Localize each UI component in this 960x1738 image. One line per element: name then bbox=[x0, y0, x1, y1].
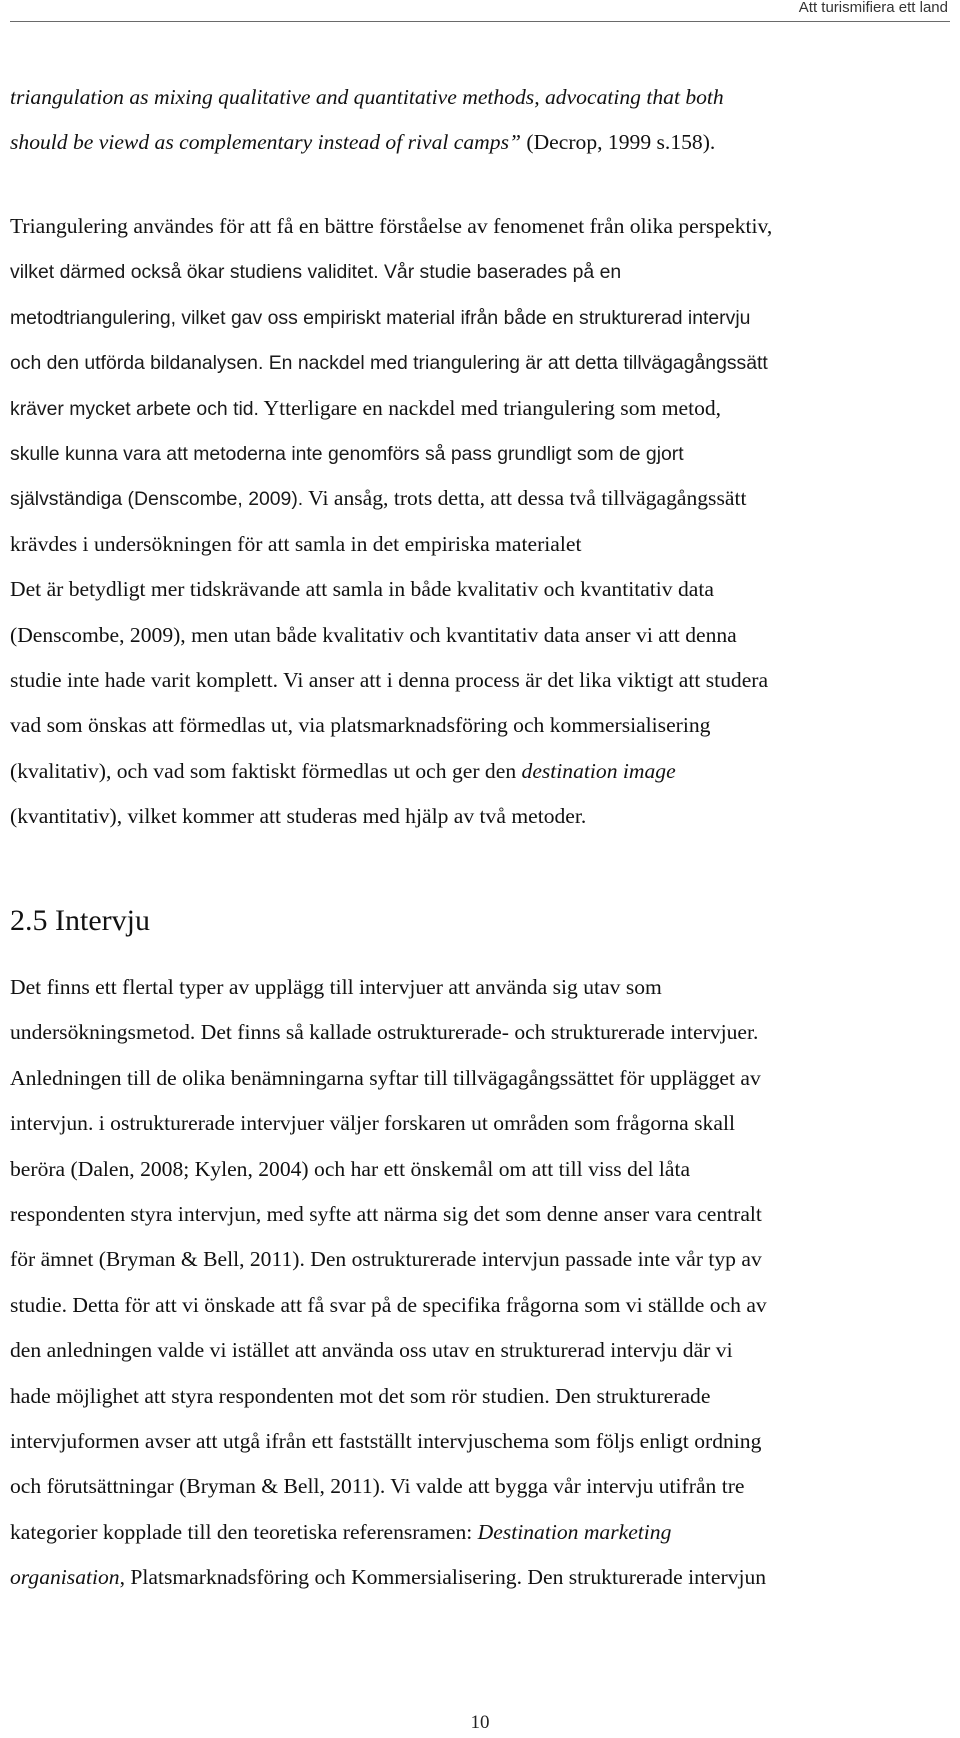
text-line bbox=[10, 522, 956, 567]
text-run: (kvantitativ), vilket kommer att studeras med hjälp av två metoder. bbox=[10, 804, 587, 829]
text-run: , Platsmarknadsföring och Kommersialisering. Den strukturerade intervjun bbox=[119, 1565, 767, 1590]
text-run: Anledningen till de olika benämningarna syftar till tillvägagångssättet för upplägget av bbox=[10, 1065, 761, 1090]
text-run: kräver mycket arbete och tid. bbox=[10, 397, 259, 420]
text-line bbox=[10, 1510, 956, 1555]
italic-text-run: Destination marketing bbox=[477, 1519, 672, 1544]
text-line bbox=[10, 749, 956, 794]
text-run: (kvalitativ), och vad som faktiskt förmedlas ut och ger den bbox=[10, 758, 522, 783]
page-number: 10 bbox=[470, 1712, 490, 1733]
text-line bbox=[10, 476, 956, 521]
text-line bbox=[10, 1010, 956, 1055]
text-run: vad som önskas att förmedlas ut, via platsmarknadsföring och kommersialisering bbox=[10, 713, 711, 738]
text-line bbox=[10, 613, 956, 658]
text-run: Ytterligare en nackdel med triangulering som metod, bbox=[258, 395, 722, 420]
text-run: hade möjlighet att styra respondenten mot det som rör studien. Den strukturerade bbox=[10, 1383, 711, 1408]
text-run: Det är betydligt mer tidskrävande att samla in både kvalitativ och kvantitativ data bbox=[10, 577, 714, 602]
quote-continuation-paragraph bbox=[10, 75, 956, 166]
text-line bbox=[10, 1419, 956, 1464]
triangulation-paragraph bbox=[10, 204, 956, 839]
text-line bbox=[10, 386, 956, 431]
interview-paragraph bbox=[10, 965, 956, 1600]
text-line bbox=[10, 295, 956, 340]
text-run: Det finns ett flertal typer av upplägg till intervjuer att använda sig utav som bbox=[10, 975, 662, 999]
section-heading: 2.5 Intervju bbox=[10, 904, 150, 937]
text-run: Triangulering användes för att få en bättre förståelse av fenomenet från olika perspektiv, bbox=[10, 214, 773, 238]
text-line bbox=[10, 1555, 956, 1600]
text-run: intervjun. i ostrukturerade intervjuer väljer forskaren ut områden som frågorna skall bbox=[10, 1111, 735, 1136]
text-run: krävdes i undersökningen för att samla in det empiriska materialet bbox=[10, 531, 582, 556]
text-line bbox=[10, 1328, 956, 1373]
header-divider bbox=[10, 21, 950, 22]
italic-text-run: should be viewd as complementary instead of rival camps” bbox=[10, 130, 521, 155]
text-line bbox=[10, 340, 956, 385]
text-run: studie inte hade varit komplett. Vi anser att i denna process är det lika viktigt att studera bbox=[10, 667, 769, 692]
italic-text-run: organisation bbox=[10, 1565, 120, 1590]
text-line bbox=[10, 431, 956, 476]
text-line bbox=[10, 1101, 956, 1146]
text-run: Vi ansåg, trots detta, att dessa två tillvägagångssätt bbox=[303, 486, 747, 511]
text-line bbox=[10, 75, 956, 120]
text-line bbox=[10, 1237, 956, 1282]
text-run: beröra (Dalen, 2008; Kylen, 2004) och har ett önskemål om att till viss del låta bbox=[10, 1156, 691, 1181]
text-run: metodtriangulering, vilket gav oss empiriskt material ifrån både en strukturerad intervju bbox=[10, 306, 751, 329]
text-run: den anledningen valde vi istället att använda oss utav en strukturerad intervju där vi bbox=[10, 1338, 733, 1363]
text-line bbox=[10, 1147, 956, 1192]
text-line bbox=[10, 794, 956, 839]
text-run: självständiga (Denscombe, 2009). bbox=[10, 488, 304, 511]
text-line bbox=[10, 1192, 956, 1237]
text-run: skulle kunna vara att metoderna inte genomförs så pass grundligt som de gjort bbox=[10, 442, 684, 465]
running-header: Att turismifiera ett land bbox=[798, 0, 948, 16]
text-run: studie. Detta för att vi önskade att få svar på de specifika frågorna som vi ställde och av bbox=[10, 1292, 767, 1317]
text-line bbox=[10, 1374, 956, 1419]
text-run: för ämnet (Bryman & Bell, 2011). Den ostrukturerade intervjun passade inte vår typ av bbox=[10, 1247, 762, 1272]
text-line bbox=[10, 249, 956, 294]
text-run: vilket därmed också ökar studiens validitet. Vår studie baserades på en bbox=[10, 261, 622, 284]
text-run: och förutsättningar (Bryman & Bell, 2011). Vi valde att bygga vår intervju utifrån tre bbox=[10, 1474, 745, 1499]
text-run: (Decrop, 1999 s.158). bbox=[521, 130, 716, 155]
text-line bbox=[10, 1283, 956, 1328]
text-run: kategorier kopplade till den teoretiska referensramen: bbox=[10, 1519, 478, 1544]
italic-text-run: destination image bbox=[521, 758, 676, 783]
italic-text-run: triangulation as mixing qualitative and quantitative methods, advocating that both bbox=[10, 85, 724, 109]
text-line bbox=[10, 120, 956, 165]
text-line bbox=[10, 703, 956, 748]
text-run: undersökningsmetod. Det finns så kallade ostrukturerade- och strukturerade intervjuer. bbox=[10, 1020, 759, 1045]
text-run: respondenten styra intervjun, med syfte att närma sig det som denne anser vara centralt bbox=[10, 1201, 762, 1226]
text-line bbox=[10, 1464, 956, 1509]
text-line bbox=[10, 567, 956, 612]
text-run: och den utförda bildanalysen. En nackdel med triangulering är att detta tillvägagångssätt bbox=[10, 352, 768, 375]
text-line bbox=[10, 204, 956, 249]
text-line bbox=[10, 965, 956, 1010]
text-run: (Denscombe, 2009), men utan både kvalitativ och kvantitativ data anser vi att denna bbox=[10, 622, 737, 647]
text-line bbox=[10, 1056, 956, 1101]
text-run: intervjuformen avser att utgå ifrån ett fastställt intervjuschema som följs enligt ordning bbox=[10, 1428, 762, 1453]
text-line bbox=[10, 658, 956, 703]
